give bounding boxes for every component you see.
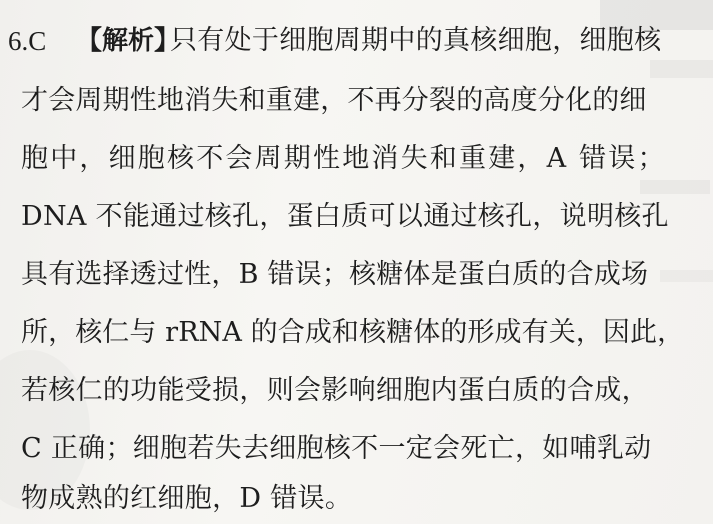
text-line-2: 才会周期性地消失和重建，不再分裂的高度分化的细	[21, 85, 647, 116]
analysis-tag: 【解析】	[76, 26, 181, 56]
question-number: 6.C	[8, 26, 47, 56]
text-line-3: 胞中，细胞核不会周期性地消失和重建，A 错误；	[21, 143, 667, 174]
text-line-6: 所，核仁与 rRNA 的合成和核糖体的形成有关，因此，	[21, 317, 685, 348]
text-line-8: C 正确；细胞若失去细胞核不一定会死亡，如哺乳动	[21, 433, 652, 464]
text-line-9: 物成熟的红细胞，D 错误。	[21, 483, 353, 514]
text-line-5: 具有选择透过性，B 错误；核糖体是蛋白质的合成场	[21, 259, 649, 290]
text-line-7: 若核仁的功能受损，则会影响细胞内蛋白质的合成，	[21, 375, 649, 406]
text-line-4: DNA 不能通过核孔，蛋白质可以通过核孔，说明核孔	[21, 201, 669, 232]
text-line-1: 只有处于细胞周期中的真核细胞，细胞核	[170, 25, 662, 56]
